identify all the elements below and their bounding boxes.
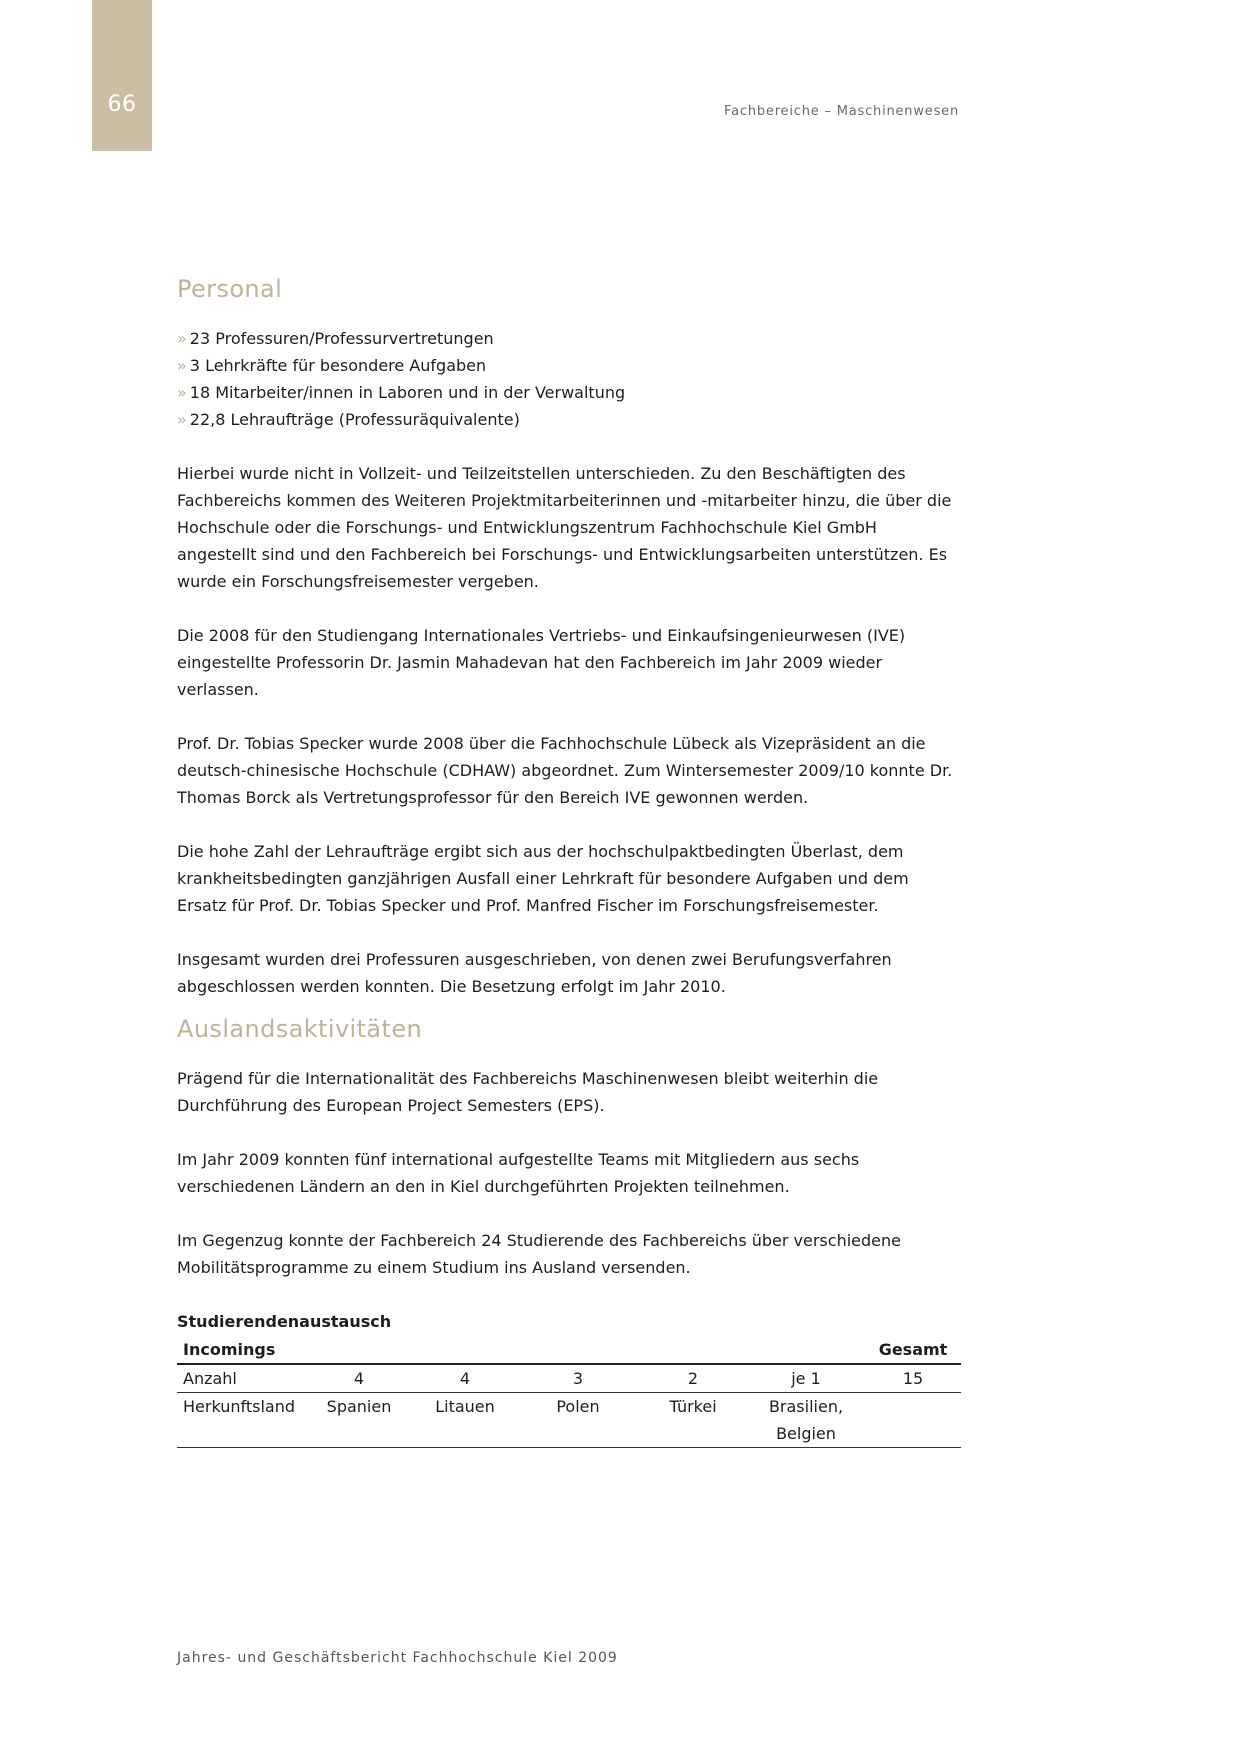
list-item	[177, 325, 961, 352]
section-heading-auslandsaktivitaeten: Auslandsaktivitäten	[177, 1015, 423, 1043]
table-cell: Brasilien, Belgien	[768, 1397, 844, 1443]
page-number-tab	[92, 0, 152, 151]
bullet-marker: »	[177, 383, 187, 402]
table-cell: je 1	[791, 1369, 821, 1388]
table-header-incomings: Incomings	[183, 1340, 276, 1359]
table-header-row	[177, 1337, 961, 1364]
section-heading-personal: Personal	[177, 275, 283, 303]
table-cell: 4	[459, 1369, 471, 1388]
list-item	[177, 406, 961, 433]
table-cell: Polen	[556, 1397, 600, 1416]
table-cell: Türkei	[669, 1397, 717, 1416]
list-item-text: 18 Mitarbeiter/innen in Laboren und in der Verwaltung	[189, 383, 626, 402]
table-cell: Herkunftsland	[183, 1397, 296, 1416]
page-footer: Jahres- und Geschäftsbericht Fachhochschule Kiel 2009	[177, 1650, 618, 1666]
list-item-text: 3 Lehrkräfte für besondere Aufgaben	[189, 356, 487, 375]
personal-bullet-list	[177, 325, 961, 433]
bullet-marker: »	[177, 356, 187, 375]
list-item-text: 23 Professuren/Professurvertretungen	[189, 329, 494, 348]
paragraph: Prof. Dr. Tobias Specker wurde 2008 über die Fachhochschule Lübeck als Vizepräsident an die deutsch-chinesische Hochschule (CDHAW) abgeordnet. Zum Wintersemester 2009/10 konnte Dr. Thomas Borck als Vertretungsprofessor für den Bereich IVE gewonnen werden.	[177, 734, 953, 807]
list-item-text: 22,8 Lehraufträge (Professuräquivalente)	[189, 410, 520, 429]
exchange-table	[177, 1337, 961, 1448]
table-header-gesamt: Gesamt	[878, 1340, 948, 1359]
table-cell: 3	[572, 1369, 584, 1388]
running-head: Fachbereiche – Maschinenwesen	[724, 104, 959, 119]
table-cell: 15	[902, 1369, 924, 1388]
list-item	[177, 379, 961, 406]
list-item	[177, 352, 961, 379]
table-title: Studierendenaustausch	[177, 1312, 392, 1331]
table-row	[177, 1364, 961, 1393]
table-cell: Anzahl	[183, 1369, 237, 1388]
paragraph: Die hohe Zahl der Lehraufträge ergibt sich aus der hochschulpaktbedingten Überlast, dem krankheitsbedingten ganzjährigen Ausfall einer Lehrkraft für besondere Aufgaben und dem Ersatz für Prof. Dr. Tobias Specker und Prof. Manfred Fischer im Forschungsfreisemester.	[177, 842, 909, 915]
bullet-marker: »	[177, 329, 187, 348]
table-cell	[865, 1393, 961, 1448]
table-row	[177, 1393, 961, 1448]
table-cell: 2	[687, 1369, 699, 1388]
paragraph: Die 2008 für den Studiengang Internationales Vertriebs- und Einkaufsingenieurwesen (IVE) eingestellte Professorin Dr. Jasmin Mahadevan hat den Fachbereich im Jahr 2009 wieder verlassen.	[177, 626, 906, 699]
page-number: 66	[107, 92, 137, 117]
paragraph: Prägend für die Internationalität des Fachbereichs Maschinenwesen bleibt weiterhin die Durchführung des European Project Semesters (EPS).	[177, 1069, 879, 1115]
paragraph: Insgesamt wurden drei Professuren ausgeschrieben, von denen zwei Berufungsverfahren abgeschlossen werden konnten. Die Besetzung erfolgt im Jahr 2010.	[177, 950, 892, 996]
table-cell: Spanien	[326, 1397, 392, 1416]
paragraph: Hierbei wurde nicht in Vollzeit- und Teilzeitstellen unterschieden. Zu den Beschäftigten des Fachbereichs kommen des Weiteren Projektmitarbeiterinnen und -mitarbeiter hinzu, die über die Hochschule oder die Forschungs- und Entwicklungszentrum Fachhochschule Kiel GmbH angestellt sind und den Fachbereich bei Forschungs- und Entwicklungsarbeiten unterstützen. Es wurde ein Forschungsfreisemester vergeben.	[177, 464, 952, 591]
paragraph: Im Gegenzug konnte der Fachbereich 24 Studierende des Fachbereichs über verschiedene Mobilitätsprogramme zu einem Studium ins Ausland versenden.	[177, 1231, 901, 1277]
table-cell: 4	[353, 1369, 365, 1388]
main-content	[177, 270, 961, 1448]
bullet-marker: »	[177, 410, 187, 429]
paragraph: Im Jahr 2009 konnten fünf international aufgestellte Teams mit Mitgliedern aus sechs verschiedenen Ländern an den in Kiel durchgeführten Projekten teilnehmen.	[177, 1150, 860, 1196]
table-cell: Litauen	[435, 1397, 495, 1416]
